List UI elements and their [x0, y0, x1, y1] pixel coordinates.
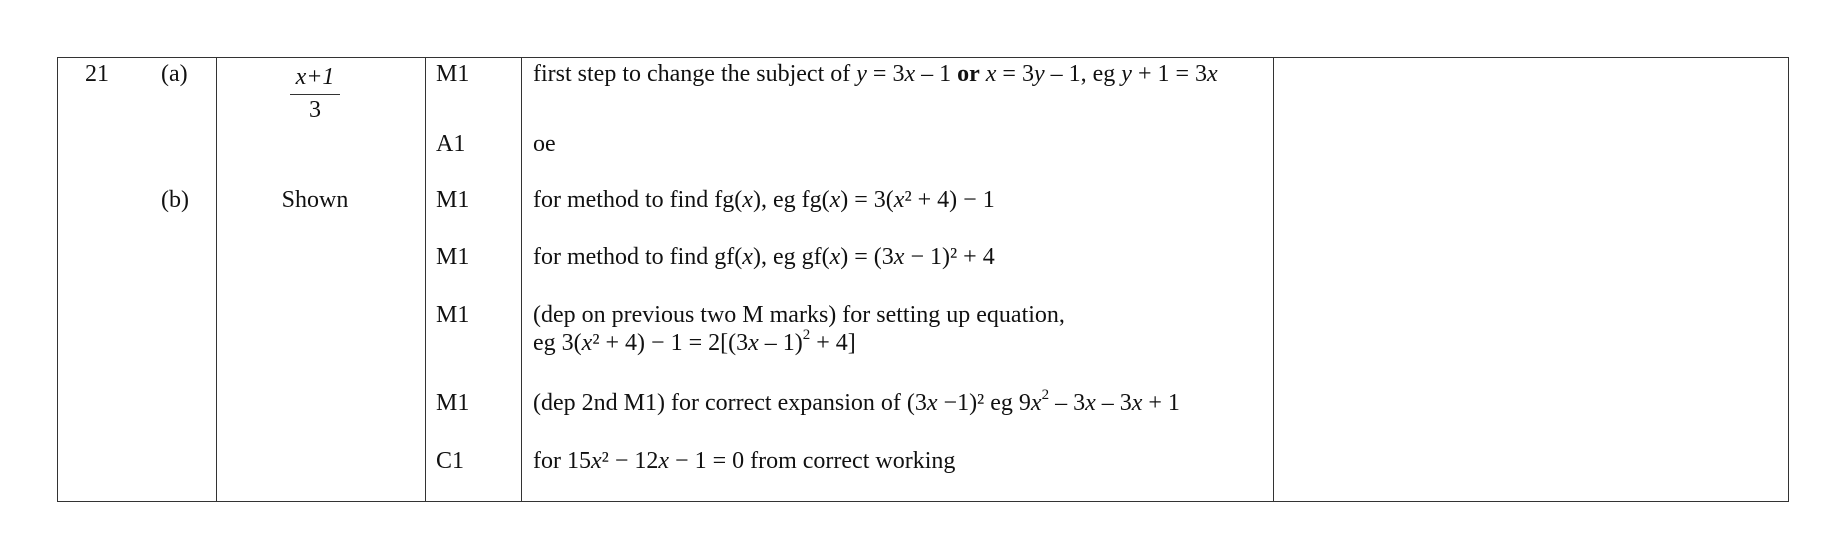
mark-note: oe — [533, 131, 556, 157]
mark-code: M1 — [436, 187, 470, 213]
mark-note: for method to find fg(x), eg fg(x) = 3(x² + 4) − 1 — [533, 187, 995, 213]
mark-code: C1 — [436, 448, 465, 474]
answer-numerator: x+1 — [290, 62, 340, 95]
column-divider — [216, 58, 217, 501]
answer-denominator: 3 — [309, 97, 321, 123]
mark-note: for 15x² − 12x − 1 = 0 from correct working — [533, 448, 956, 474]
mark-note: for method to find gf(x), eg gf(x) = (3x − 1)² + 4 — [533, 244, 995, 270]
mark-code: M1 — [436, 244, 470, 270]
column-divider — [425, 58, 426, 501]
mark-note: eg 3(x² + 4) − 1 = 2[(3x – 1)$^2$ + 4] — [533, 327, 856, 356]
part-label-b: (b) — [161, 187, 189, 213]
column-divider — [521, 58, 522, 501]
mark-code: A1 — [436, 131, 466, 157]
mark-note: first step to change the subject of y = 3x – 1 or x = 3y – 1, eg y + 1 = 3x — [533, 61, 1218, 87]
mark-note: (dep 2nd M1) for correct expansion of (3x −1)² eg $9x^2 - 3x - 3x + 1$ — [533, 387, 1180, 416]
answer-b: Shown — [281, 187, 349, 213]
part-label-a: (a) — [161, 61, 188, 87]
question-number: 21 — [85, 61, 109, 87]
mark-note: (dep on previous two M marks) for setting up equation, — [533, 302, 1065, 328]
mark-code: M1 — [436, 61, 470, 87]
mark-code: M1 — [436, 390, 470, 416]
answer-fraction — [290, 62, 340, 125]
mark-code: M1 — [436, 302, 470, 328]
column-divider — [1273, 58, 1274, 501]
